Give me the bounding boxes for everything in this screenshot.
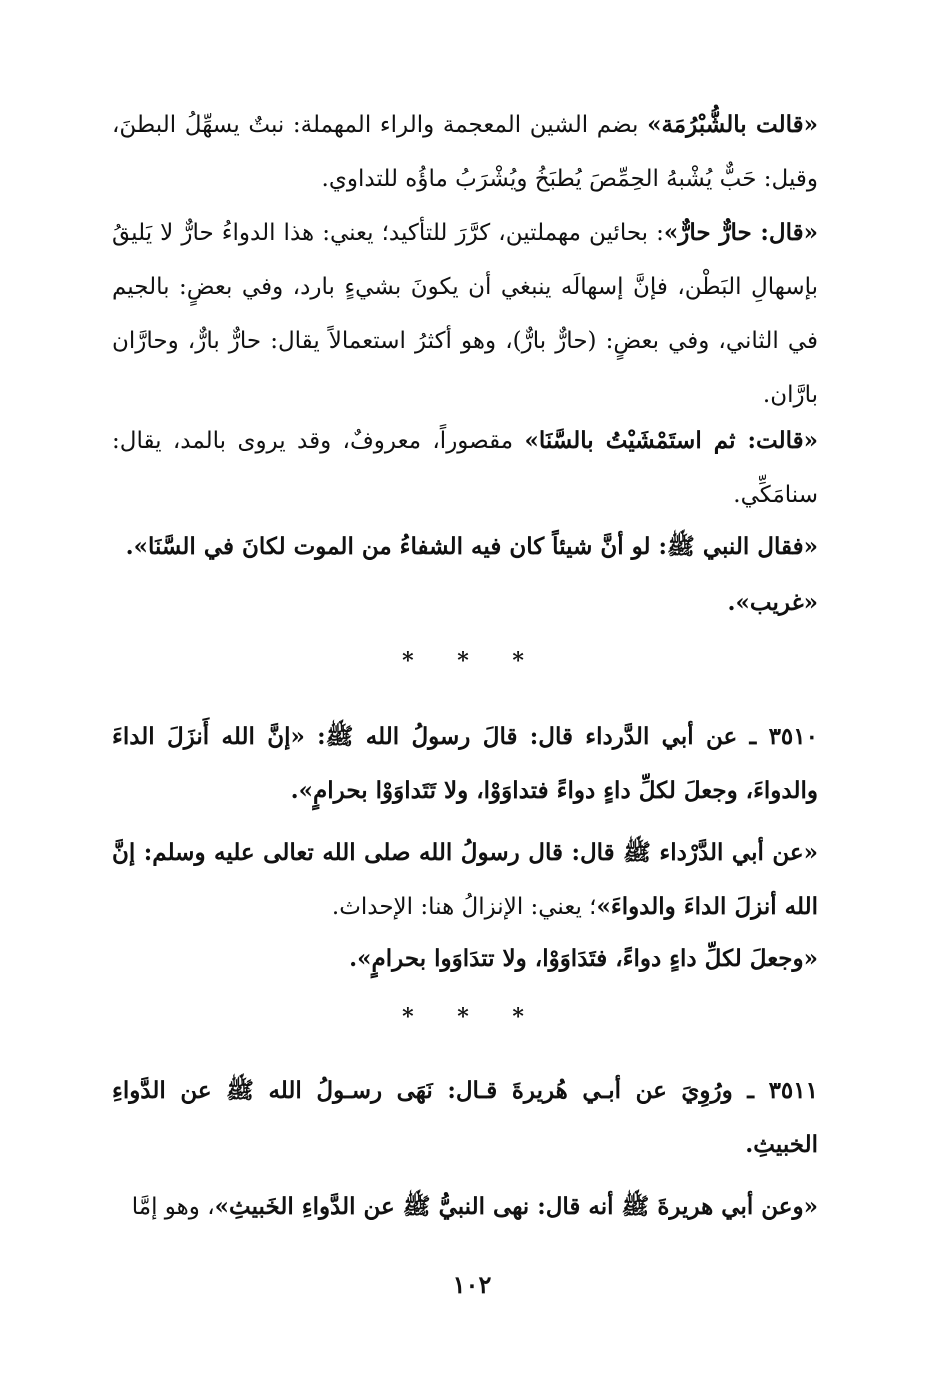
paragraph-shubruma: «قالت بالشُّبْرُمَة» بضم الشين المعجمة والراء المهملة: نبتٌ يسهِّلُ البطنَ، وقيل: حَبٌّ يُشْبهُ الحِمِّصَ يُطبَخُ ويُشْرَبُ ماؤُه للتداوي. [112, 111, 818, 192]
hadith-3511: ٣٥١١ ـ ورُوِيَ عن أبـي هُريرةَ قـال: نَهَى رسـولُ الله ﷺ عن الدَّواءِ الخبيثِ. [112, 1077, 818, 1158]
paragraph-abi-darda: «عن أبي الدَّرْداء ﷺ قال: قال رسولُ الله صلى الله تعالى عليه وسلم: إنَّ الله أنزلَ الداءَ والدواءَ»؛ يعني: الإنزالُ هنا: الإحداث. [112, 839, 818, 920]
paragraph-harr: «قال: حارٌّ حارٌّ»: بحائين مهملتين، كرَّرَ للتأكيد؛ يعني: هذا الدواءُ حارٌّ لا يَليقُ بإسهالِ البَطْن، فإنَّ إسهالَه ينبغي أن يكونَ بشيءٍ بارد، وفي بعضٍ: بالجيم في الثاني، وفي بعضٍ: (حارٌّ بارٌّ)، وهو أكثرُ استعمالاً يقال: حارٌّ بارٌّ، وحارَّان بارَّان. [112, 219, 818, 408]
section-separator: * * * [402, 1004, 542, 1030]
page-number: ١٠٢ [452, 1270, 492, 1299]
paragraph-abi-hurayra: «وعن أبي هريرةَ ﷺ أنه قال: نهى النبيُّ ﷺ عن الدَّواءِ الخَبيثِ»، وهو إمَّا [131, 1193, 818, 1220]
hadith-3510: ٣٥١٠ ـ عن أبي الدَّرداء قال: قالَ رسولُ الله ﷺ: «إنَّ الله أَنزَلَ الداءَ والدواءَ، وجعلَ لكلِّ داءٍ دواءً فتداوَوْا، ولا تَتَداوَوْا بحرامٍ». [112, 723, 818, 804]
paragraph-gharib: «غريب». [727, 589, 818, 616]
section-separator: * * * [402, 648, 542, 674]
paragraph-sana: «قالت: ثم استَمْشَيْتُ بالسَّنَا» مقصوراً، معروفٌ، وقد يروى بالمد، يقال: سنامَكِّي. [112, 427, 818, 508]
paragraph-wajaala: «وجعلَ لكلِّ داءٍ دواءً، فتَدَاوَوْا، ولا تتدَاوَوا بحرامٍ». [349, 945, 818, 972]
paragraph-prophet-saying: «فقال النبي ﷺ: لو أنَّ شيئاً كان فيه الشفاءُ من الموت لكانَ في السَّنَا». [125, 533, 818, 560]
